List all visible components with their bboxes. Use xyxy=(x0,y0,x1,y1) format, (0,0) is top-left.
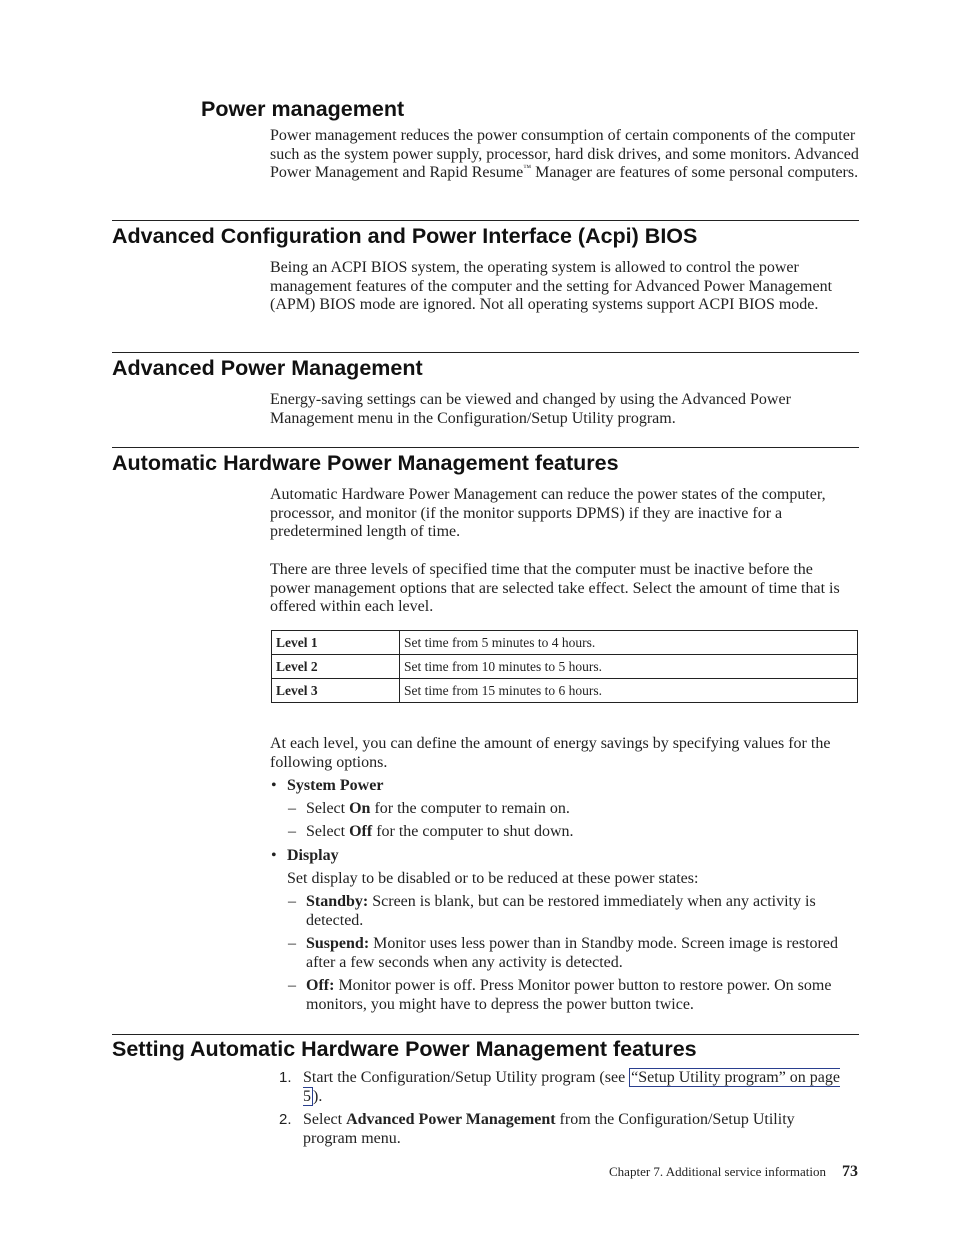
level-description-cell: Set time from 5 minutes to 4 hours. xyxy=(400,631,858,655)
dash-icon: – xyxy=(288,823,296,840)
table-row xyxy=(272,679,858,703)
dash-icon: – xyxy=(288,977,296,994)
heading-power-management: Power management xyxy=(201,97,405,121)
trademark-symbol: ™ xyxy=(523,163,532,173)
heading-setting-automatic-hardware-power-management: Setting Automatic Hardware Power Management features xyxy=(112,1037,697,1061)
system-power-off-item: Select Off for the computer to shut down. xyxy=(306,823,574,840)
table-row xyxy=(272,655,858,679)
heading-automatic-hardware-power-management: Automatic Hardware Power Management features xyxy=(112,451,619,475)
section-divider xyxy=(112,220,859,221)
dash-icon: – xyxy=(288,893,296,910)
section-divider xyxy=(112,352,859,353)
heading-advanced-power-management: Advanced Power Management xyxy=(112,356,423,380)
heading-acpi-bios: Advanced Configuration and Power Interface (Acpi) BIOS xyxy=(112,224,698,248)
step-2-text: Select Advanced Power Management from the Configuration/Setup Utility program menu. xyxy=(303,1111,795,1147)
display-off-item: Off: Monitor power is off. Press Monitor power button to restore power. On some monitors, you might have to depress the power button twice. xyxy=(306,977,832,1013)
system-power-title: System Power xyxy=(287,777,384,794)
display-suspend-item: Suspend: Monitor uses less power than in Standby mode. Screen image is restored after a few seconds when any activity is detected. xyxy=(306,935,838,971)
level-cell: Level 2 xyxy=(272,655,400,679)
setup-utility-link[interactable]: “Setup Utility program” on page 5 xyxy=(303,1069,841,1105)
step-number: 2. xyxy=(279,1111,292,1128)
apm-paragraph: Energy-saving settings can be viewed and changed by using the Advanced Power Management menu in the Configuration/Setup Utility program. xyxy=(270,391,791,427)
bullet-icon: • xyxy=(271,847,277,864)
display-title: Display xyxy=(287,847,339,864)
section-divider xyxy=(112,447,859,448)
system-power-on-item: Select On for the computer to remain on. xyxy=(306,800,570,817)
dash-icon: – xyxy=(288,935,296,952)
section-divider xyxy=(112,1034,859,1035)
level-description-cell: Set time from 15 minutes to 6 hours. xyxy=(400,679,858,703)
page-footer xyxy=(609,1163,858,1181)
step-1-text: Start the Configuration/Setup Utility program (see “Setup Utility program” on page 5 ). xyxy=(303,1069,841,1105)
level-description-cell: Set time from 10 minutes to 5 hours. xyxy=(400,655,858,679)
power-management-paragraph: Power management reduces the power consumption of certain components of the computer such as the system power supply, processor, hard disk drives, and some monitors. Advanced Power Management and Rapid Resume™ Manager are features of some personal computers. xyxy=(270,127,859,182)
level-cell: Level 1 xyxy=(272,631,400,655)
step-number: 1. xyxy=(279,1069,292,1086)
ahpm-paragraph-3: At each level, you can define the amount of energy savings by specifying values for the following options. xyxy=(270,735,831,771)
ahpm-paragraph-2: There are three levels of specified time that the computer must be inactive before the power management options that are selected take effect. Select the amount of time that is offered within each level. xyxy=(270,561,840,616)
levels-table xyxy=(271,630,858,703)
bullet-icon: • xyxy=(271,777,277,794)
ahpm-paragraph-1: Automatic Hardware Power Management can reduce the power states of the computer, processor, and monitor (if the monitor supports DPMS) if they are inactive for a predetermined length of time. xyxy=(270,486,826,541)
level-cell: Level 3 xyxy=(272,679,400,703)
page-number: 73 xyxy=(842,1163,858,1180)
acpi-paragraph: Being an ACPI BIOS system, the operating system is allowed to control the power management features of the computer and the setting for Advanced Power Management (APM) BIOS mode are ignored. Not all operating systems support ACPI BIOS mode. xyxy=(270,259,833,314)
display-intro: Set display to be disabled or to be reduced at these power states: xyxy=(287,870,699,887)
dash-icon: – xyxy=(288,800,296,817)
display-standby-item: Standby: Screen is blank, but can be restored immediately when any activity is detected. xyxy=(306,893,816,929)
chapter-title: Chapter 7. Additional service information xyxy=(609,1164,826,1179)
table-row xyxy=(272,631,858,655)
